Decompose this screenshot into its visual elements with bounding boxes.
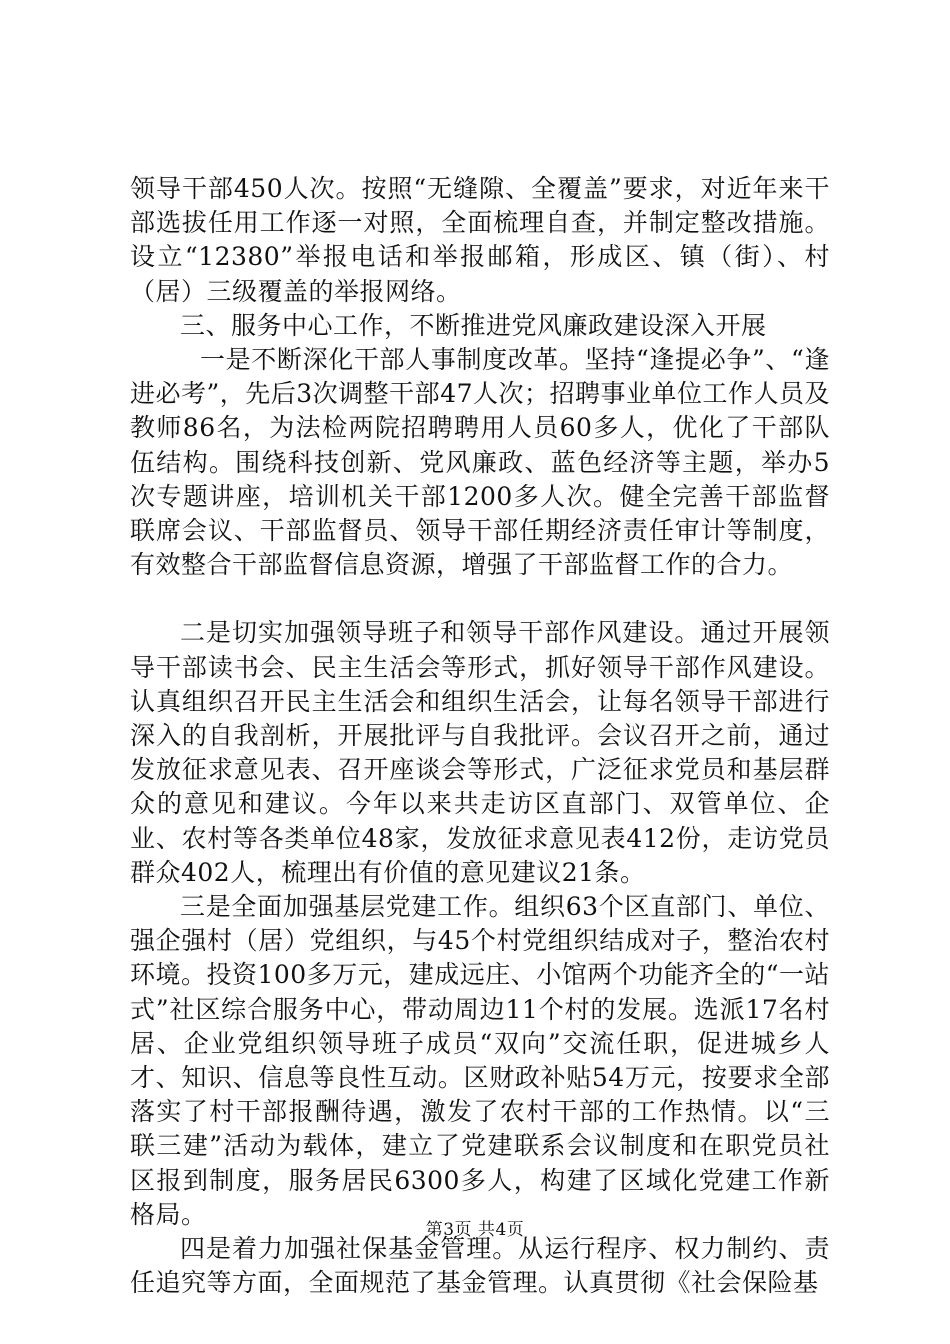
paragraph-leadership-style: 二是切实加强领导班子和领导干部作风建设。通过开展领导干部读书会、民主生活会等形式，抓好领导干部作风建设。认真组织召开民主生活会和组织生活会，让每名领导干部进行深入的自我剖析，开展批评与自我批评。会议召开之前，通过发放征求意见表、召开座谈会等形式，广泛征求党员和基层群众的意见和建议。今年以来共走访区直部门、双管单位、企业、农村等各类单位48家，发放征求意见表412份，走访党员群众402人，梳理出有价值的意见建议21条。 [130,618,830,887]
document-body [130,172,830,1301]
paragraph-social-security-fund: 四是着力加强社保基金管理。从运行程序、权力制约、责任追究等方面，全面规范了基金管理。认真贯彻《社会保险基 [130,1234,830,1298]
paragraph-cadre-reform: 一是不断深化干部人事制度改革。坚持“逢提必争”、“逢进必考”，先后3次调整干部47人次；招聘事业单位工作人员及教师86名，为法检两院招聘聘用人员60多人，优化了干部队伍结构。围绕科技创新、党风廉政、蓝色经济等主题，举办5次专题讲座，培训机关干部1200多人次。健全完善干部监督联席会议、干部监督员、领导干部任期经济责任审计等制度，有效整合干部监督信息资源，增强了干部监督工作的合力。 [130,345,831,580]
paragraph-grassroots-party: 三是全面加强基层党建工作。组织63个区直部门、单位、强企强村（居）党组织，与45个村党组织结成对子，整治农村环境。投资100多万元，建成远庄、小馆两个功能齐全的“一站式”社区综合服务中心，带动周边11个村的发展。选派17名村居、企业党组织领导班子成员“双向”交流任职，促进城乡人才、知识、信息等良性互动。区财政补贴54万元，按要求全部落实了村干部报酬待遇，激发了农村干部的工作热情。以“三联三建”活动为载体，建立了党建联系会议制度和在职党员社区报到制度，服务居民6300多人，构建了区域化党建工作新格局。 [130,892,831,1229]
paragraph-continuation: 领导干部450人次。按照“无缝隙、全覆盖”要求，对近年来干部选拔任用工作逐一对照，全面梳理自查，并制定整改措施。设立“12380”举报电话和举报邮箱，形成区、镇（街）、村（居）三级覆盖的举报网络。 [130,174,830,306]
section-heading: 三、服务中心工作，不断推进党风廉政建设深入开展 [180,310,767,340]
page-number-footer: 第3页 共4页 [425,1220,525,1240]
